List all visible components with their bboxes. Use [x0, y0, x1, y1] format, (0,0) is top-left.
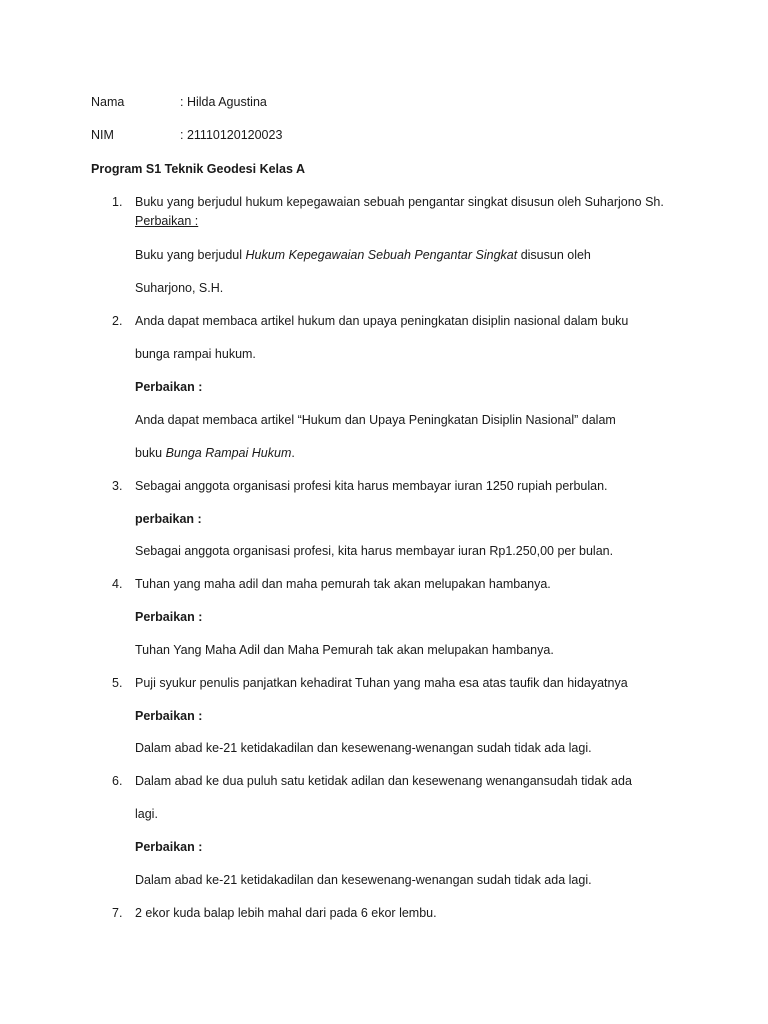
nim-label: NIM: [91, 128, 114, 142]
program-title: Program S1 Teknik Geodesi Kelas A: [91, 162, 305, 176]
item-original-line2: bunga rampai hukum.: [135, 347, 256, 361]
item-original: Dalam abad ke dua puluh satu ketidak adilan dan kesewenang wenangansudah tidak ada: [135, 774, 632, 788]
item-correction: Tuhan Yang Maha Adil dan Maha Pemurah tak akan melupakan hambanya.: [135, 643, 554, 657]
correction-label: Perbaikan :: [135, 380, 203, 394]
item-correction-line2: buku Bunga Rampai Hukum.: [135, 446, 295, 460]
item-number: 2.: [112, 314, 123, 328]
item-original: Tuhan yang maha adil dan maha pemurah tak akan melupakan hambanya.: [135, 577, 551, 591]
item-correction: Sebagai anggota organisasi profesi, kita harus membayar iuran Rp1.250,00 per bulan.: [135, 544, 614, 558]
nama-label: Nama: [91, 95, 125, 109]
correction-label: Perbaikan :: [135, 840, 203, 854]
correction-label: Perbaikan :: [135, 610, 203, 624]
item-correction: Anda dapat membaca artikel “Hukum dan Upaya Peningkatan Disiplin Nasional” dalam: [135, 413, 616, 427]
item-correction: Dalam abad ke-21 ketidakadilan dan kesewenang-wenangan sudah tidak ada lagi.: [135, 741, 592, 755]
item-original: Sebagai anggota organisasi profesi kita harus membayar iuran 1250 rupiah perbulan.: [135, 479, 608, 493]
nim-value: : 21110120120023: [180, 128, 283, 142]
item-number: 6.: [112, 774, 123, 788]
item-original: 2 ekor kuda balap lebih mahal dari pada 6 ekor lembu.: [135, 906, 437, 920]
item-correction-line2: Suharjono, S.H.: [135, 281, 224, 295]
item-number: 4.: [112, 577, 123, 591]
item-original-line2: lagi.: [135, 807, 158, 821]
nama-value: : Hilda Agustina: [180, 95, 267, 109]
correction-label: Perbaikan :: [135, 214, 199, 228]
item-original: Anda dapat membaca artikel hukum dan upaya peningkatan disiplin nasional dalam buku: [135, 314, 629, 328]
correction-label: Perbaikan :: [135, 709, 203, 723]
item-number: 3.: [112, 479, 123, 493]
correction-label: perbaikan :: [135, 512, 202, 526]
item-correction: Dalam abad ke-21 ketidakadilan dan kesewenang-wenangan sudah tidak ada lagi.: [135, 873, 592, 887]
item-original: Puji syukur penulis panjatkan kehadirat Tuhan yang maha esa atas taufik dan hidayatnya: [135, 676, 628, 690]
item-correction: Buku yang berjudul Hukum Kepegawaian Sebuah Pengantar Singkat disusun oleh: [135, 248, 591, 262]
item-original: Buku yang berjudul hukum kepegawaian sebuah pengantar singkat disusun oleh Suharjono Sh.: [135, 195, 664, 209]
item-number: 5.: [112, 676, 123, 690]
item-number: 1.: [112, 195, 123, 209]
item-number: 7.: [112, 906, 123, 920]
